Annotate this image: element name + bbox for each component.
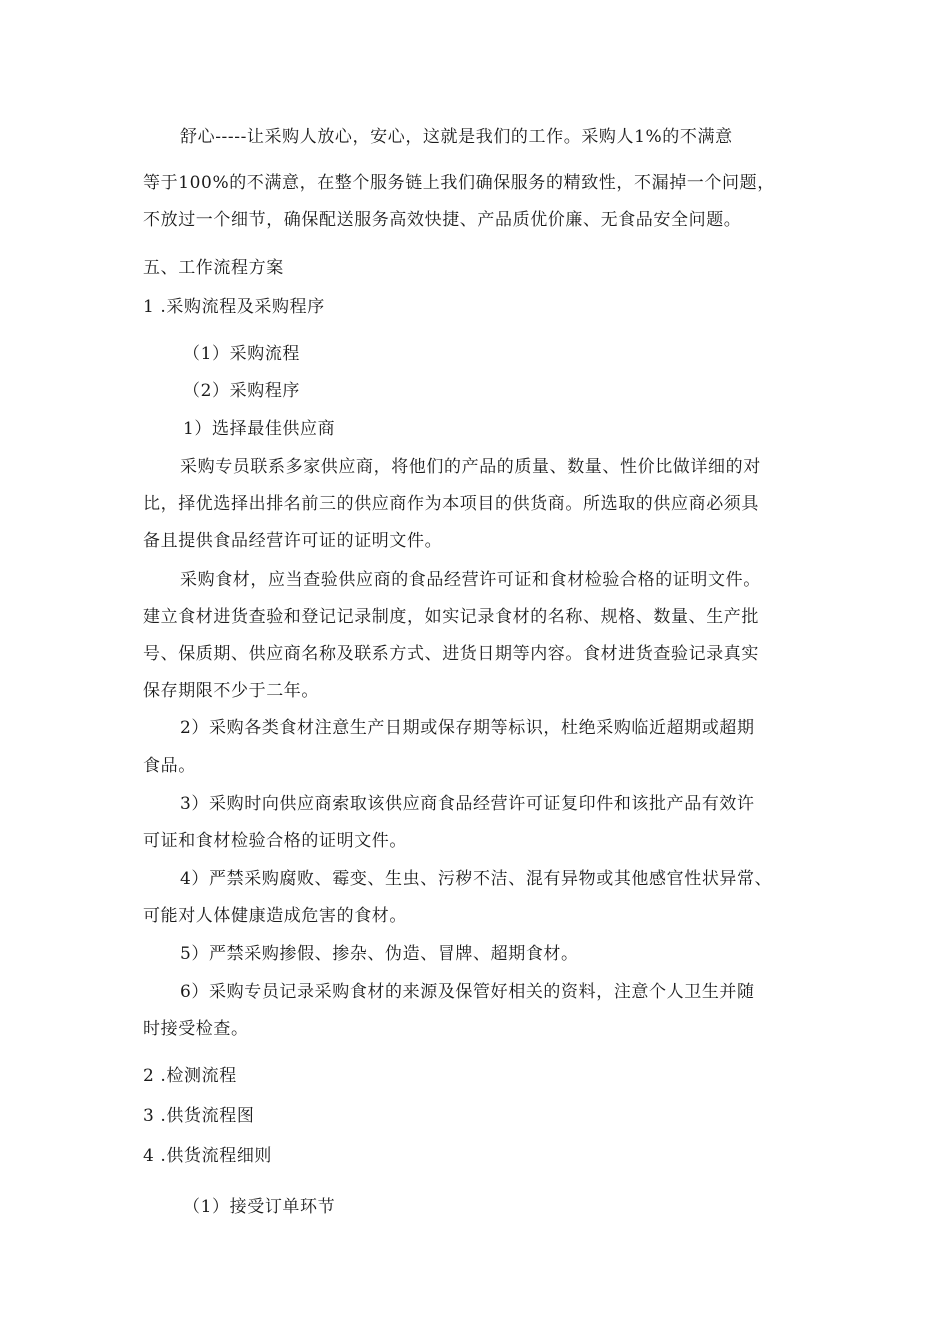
paragraph-line: 时接受检查。 bbox=[143, 1019, 249, 1039]
subsection-heading: 4 .供货流程细则 bbox=[143, 1146, 273, 1166]
paragraph-line: 备且提供食品经营许可证的证明文件。 bbox=[143, 531, 443, 551]
paragraph-line: 5）严禁采购掺假、掺杂、伪造、冒牌、超期食材。 bbox=[180, 944, 579, 964]
paragraph-line: 采购专员联系多家供应商，将他们的产品的质量、数量、性价比做详细的对 bbox=[180, 457, 761, 477]
list-item: （1）采购流程 bbox=[183, 344, 301, 364]
section-heading: 五、工作流程方案 bbox=[143, 258, 284, 278]
list-item: （1）接受订单环节 bbox=[183, 1197, 336, 1217]
paragraph-line: 保存期限不少于二年。 bbox=[143, 681, 319, 701]
paragraph-line: 6）采购专员记录采购食材的来源及保管好相关的资料，注意个人卫生并随 bbox=[180, 982, 755, 1002]
paragraph-line: 等于100%的不满意，在整个服务链上我们确保服务的精致性，不漏掉一个问题， bbox=[143, 173, 775, 193]
subsection-heading: 3 .供货流程图 bbox=[143, 1106, 255, 1126]
paragraph-line: 舒心-----让采购人放心，安心，这就是我们的工作。采购人1%的不满意 bbox=[180, 127, 733, 147]
subsection-heading: 1 .采购流程及采购程序 bbox=[143, 297, 325, 317]
paragraph-line: 不放过一个细节，确保配送服务高效快捷、产品质优价廉、无食品安全问题。 bbox=[143, 210, 742, 230]
paragraph-line: 可能对人体健康造成危害的食材。 bbox=[143, 906, 407, 926]
paragraph-line: 号、保质期、供应商名称及联系方式、进货日期等内容。食材进货查验记录真实 bbox=[143, 644, 759, 664]
list-item: 1）选择最佳供应商 bbox=[183, 419, 336, 439]
paragraph-line: 建立食材进货查验和登记记录制度，如实记录食材的名称、规格、数量、生产批 bbox=[143, 607, 759, 627]
paragraph-line: 4）严禁采购腐败、霉变、生虫、污秽不洁、混有异物或其他感官性状异常、 bbox=[180, 869, 773, 889]
list-item: （2）采购程序 bbox=[183, 381, 301, 401]
subsection-heading: 2 .检测流程 bbox=[143, 1066, 237, 1086]
paragraph-line: 2）采购各类食材注意生产日期或保存期等标识，杜绝采购临近超期或超期 bbox=[180, 718, 755, 738]
paragraph-line: 可证和食材检验合格的证明文件。 bbox=[143, 831, 407, 851]
paragraph-line: 食品。 bbox=[143, 756, 196, 776]
paragraph-line: 3）采购时向供应商索取该供应商食品经营许可证复印件和该批产品有效许 bbox=[180, 794, 755, 814]
paragraph-line: 比，择优选择出排名前三的供应商作为本项目的供货商。所选取的供应商必须具 bbox=[143, 494, 759, 514]
paragraph-line: 采购食材，应当查验供应商的食品经营许可证和食材检验合格的证明文件。 bbox=[180, 570, 761, 590]
